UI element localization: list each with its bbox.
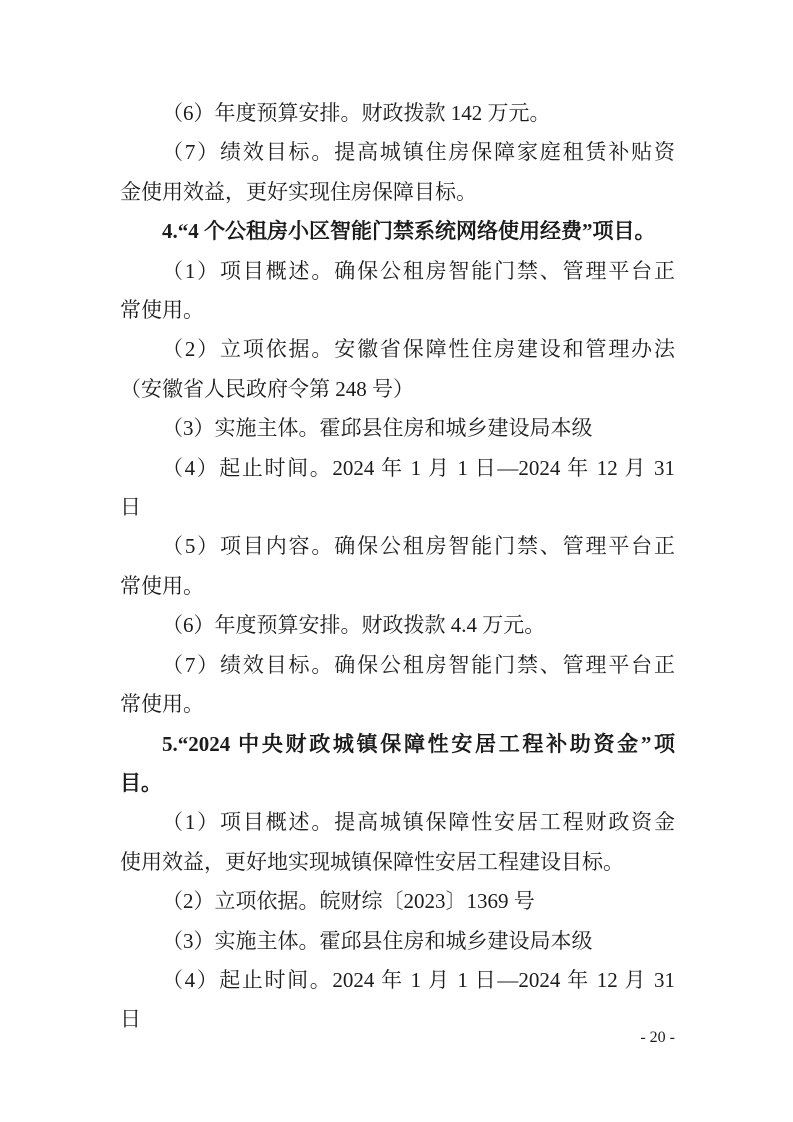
paragraph-line: 常使用。 — [120, 298, 204, 323]
paragraph-line: （7）绩效目标。确保公租房智能门禁、管理平台正 — [162, 652, 675, 677]
item4-5-project-content — [120, 527, 675, 606]
item5-3-implementing-body — [120, 922, 675, 961]
paragraph-line: （1）项目概述。确保公租房智能门禁、管理平台正 — [162, 258, 675, 283]
paragraph-line: （7）绩效目标。提高城镇住房保障家庭租赁补贴资 — [162, 140, 675, 165]
paragraph-line: 常使用。 — [120, 573, 204, 598]
paragraph-line: 5.“2024 中央财政城镇保障性安居工程补助资金”项 — [162, 731, 675, 756]
paragraph-line: （6）年度预算安排。财政拨款 142 万元。 — [162, 101, 551, 125]
item4-1-project-overview — [120, 252, 675, 331]
paragraph-line: 日 — [120, 1007, 141, 1032]
paragraph-line: 使用效益，更好地实现城镇保障性安居工程建设目标。 — [120, 849, 624, 874]
item4-4-time-period — [120, 449, 675, 528]
paragraph-line: （2）立项依据。皖财综〔2023〕1369 号 — [162, 889, 535, 914]
paragraph-line: （2）立项依据。安徽省保障性住房建设和管理办法 — [162, 337, 675, 362]
paragraph-line: 常使用。 — [120, 692, 204, 717]
paragraph-line: （3）实施主体。霍邱县住房和城乡建设局本级 — [162, 928, 593, 953]
paragraph-line: 4.“4 个公租房小区智能门禁系统网络使用经费”项目。 — [162, 219, 656, 244]
paragraph-line: （4）起止时间。2024 年 1 月 1 日—2024 年 12 月 31 — [162, 967, 675, 992]
paragraph-line: 目。 — [120, 770, 162, 795]
item4-6-annual-budget — [120, 606, 675, 645]
paragraph-line: （安徽省人民政府令第 248 号） — [120, 376, 414, 401]
item3-7-performance-goal — [120, 133, 675, 212]
page-number: - 20 - — [640, 1029, 675, 1046]
paragraph-line: 金使用效益，更好实现住房保障目标。 — [120, 179, 477, 204]
paragraph-line: （4）起止时间。2024 年 1 月 1 日—2024 年 12 月 31 — [162, 455, 675, 480]
item4-7-performance-goal — [120, 646, 675, 725]
paragraph-line: （1）项目概述。提高城镇保障性安居工程财政资金 — [162, 810, 675, 835]
item4-2-approval-basis — [120, 330, 675, 409]
item5-2-approval-basis — [120, 882, 675, 921]
document-body — [120, 94, 675, 1040]
project4-heading — [120, 212, 675, 251]
item4-3-implementing-body — [120, 409, 675, 448]
paragraph-line: （3）实施主体。霍邱县住房和城乡建设局本级 — [162, 416, 593, 441]
paragraph-line: （6）年度预算安排。财政拨款 4.4 万元。 — [162, 613, 546, 638]
item3-6-annual-budget — [120, 94, 675, 133]
project5-heading — [120, 725, 675, 804]
paragraph-line: 日 — [120, 495, 141, 520]
item5-1-project-overview — [120, 803, 675, 882]
paragraph-line: （5）项目内容。确保公租房智能门禁、管理平台正 — [162, 534, 675, 559]
